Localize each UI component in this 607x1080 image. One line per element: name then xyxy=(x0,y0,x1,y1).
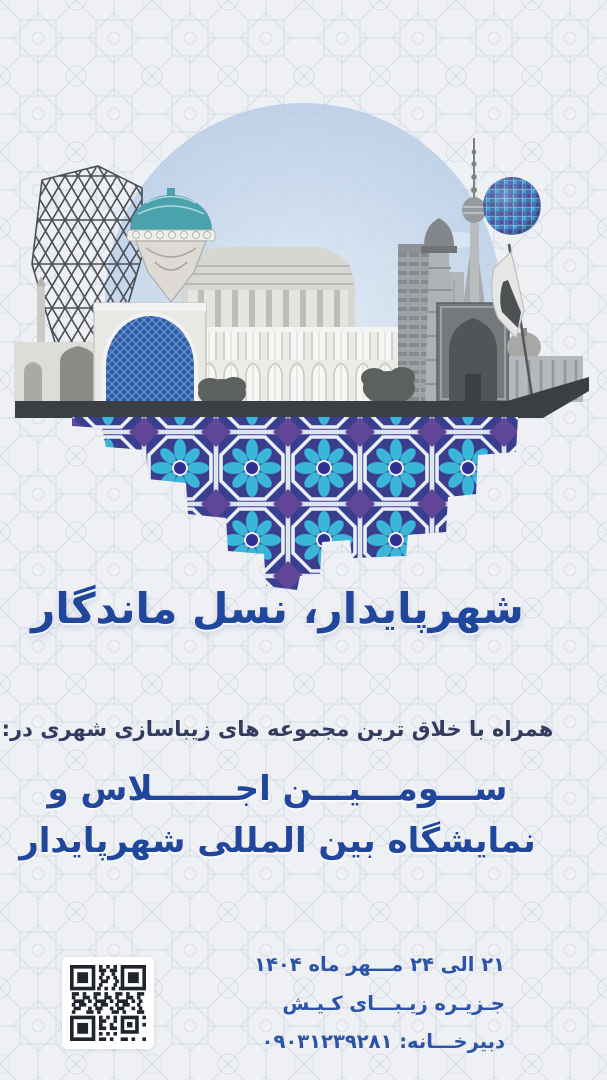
event-title-line1: ســـومـــیـــن اجـــــــلاس و xyxy=(47,769,508,809)
secretariat-phone: دبیرخـــانه: ۰۹۰۳۱۲۳۹۲۸۱ xyxy=(261,1030,505,1053)
mosaic-sphere xyxy=(483,177,541,235)
event-title-line2: نمایشگاه بین المللی شهرپایدار xyxy=(19,821,536,861)
event-dates: ۲۱ الی ۲۴ مـــهر ماه ۱۴۰۴ xyxy=(254,953,505,976)
mosaic-reflection xyxy=(72,417,518,590)
event-location: جـزیـره زیـبـــای کـیـش xyxy=(282,991,505,1015)
qr-code xyxy=(62,957,154,1049)
tile-arch-portal xyxy=(94,303,206,403)
main-slogan: شهرپایدار، نسل ماندگار xyxy=(31,584,524,633)
subtitle: همراه با خلاق ترین مجموعه های زیباسازی شهری در: xyxy=(1,717,554,741)
footer-info xyxy=(254,946,505,1062)
